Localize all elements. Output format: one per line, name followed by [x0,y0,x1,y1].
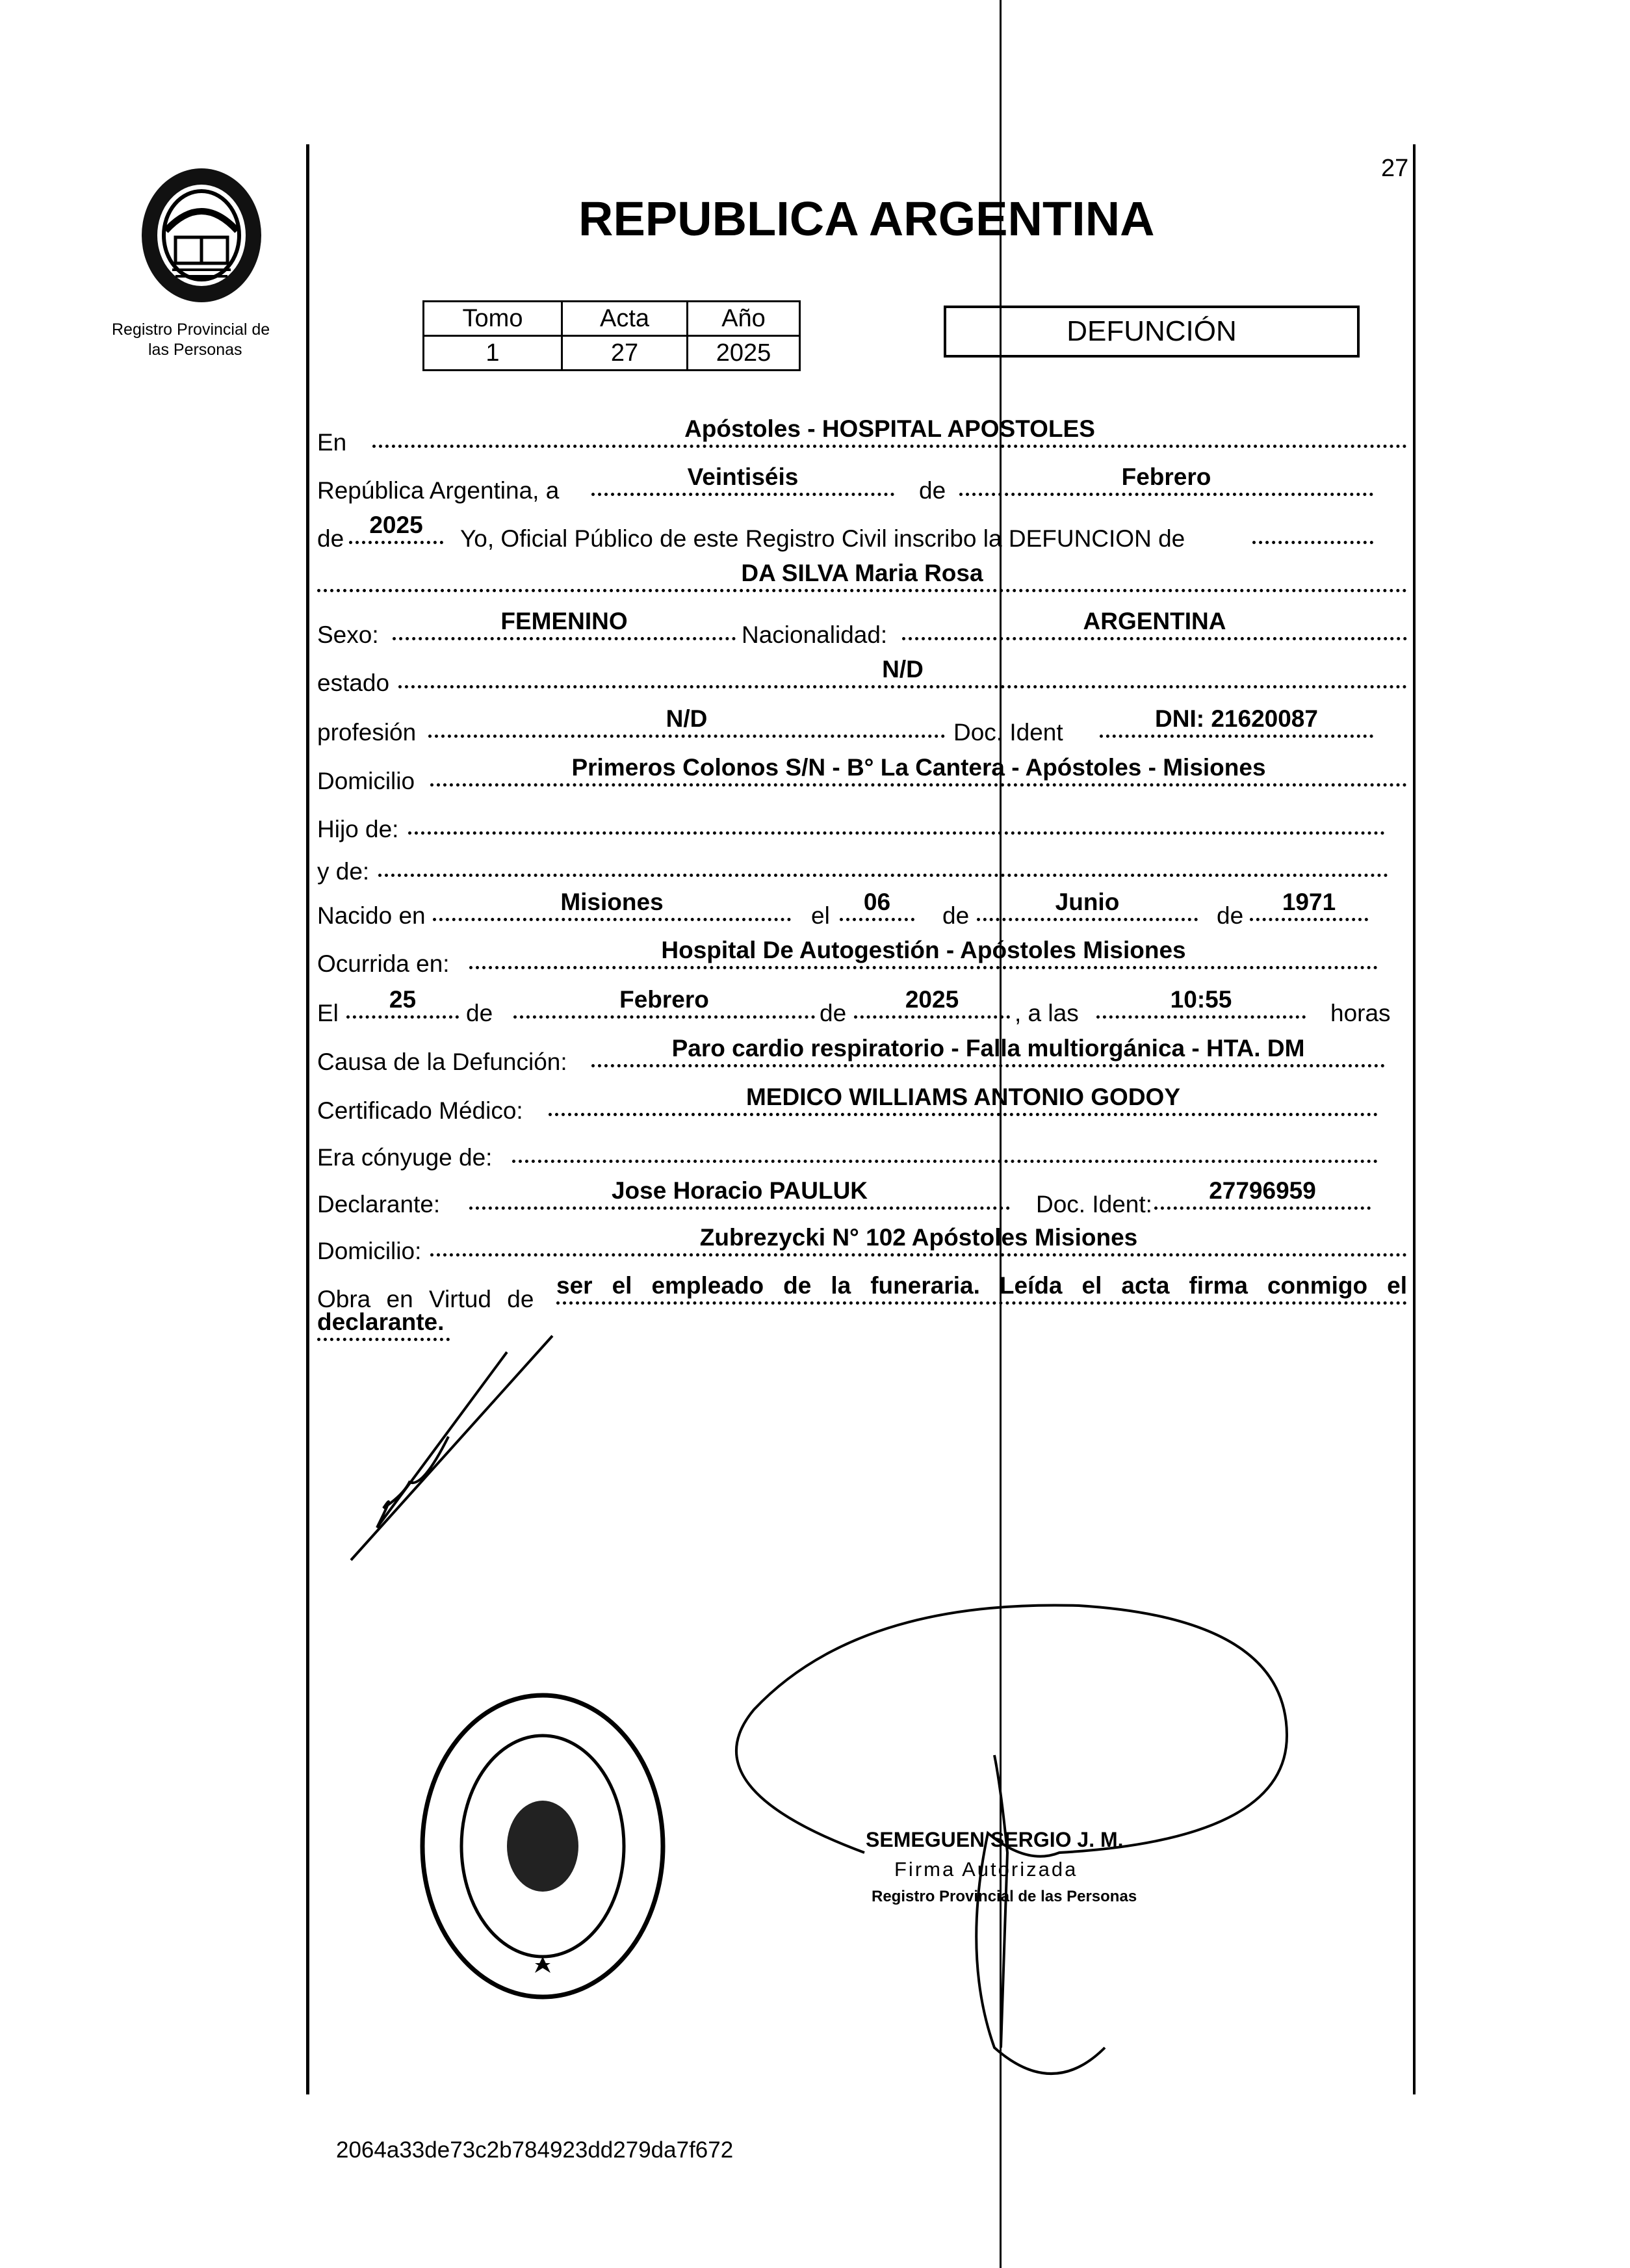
en-label: En [317,429,347,456]
record-type-box: DEFUNCIÓN [944,306,1360,358]
nacionalidad-value: ARGENTINA [902,608,1407,640]
year-value: 2025 [349,512,443,544]
value-anio: 2025 [688,336,800,371]
obra-value-cont: declarante. [317,1309,450,1341]
record-table [422,300,801,371]
de2-label: de [1217,902,1244,929]
profesion-value: N/D [428,706,945,738]
month-value: Febrero [959,464,1373,496]
birth-day: 06 [840,889,914,921]
en-value: Apóstoles - HOSPITAL APOSTOLES [372,416,1407,448]
conyuge-label: Era cónyuge de: [317,1144,493,1171]
conyuge-value [512,1131,1378,1163]
hijo-value [408,803,1385,835]
death-month: Febrero [513,987,815,1019]
oficial-blank [1252,512,1373,544]
header-acta: Acta [562,302,688,336]
nacido-value: Misiones [433,889,791,921]
horas-label: horas [1330,1000,1391,1026]
de4-label: de [820,1000,847,1026]
hijo-label: Hijo de: [317,816,399,842]
death-day: 25 [346,987,459,1019]
authority-role: Firma Autorizada [894,1858,1078,1881]
estado-label: estado [317,670,390,696]
logo-caption-line1: Registro Provincial de [112,320,270,339]
certificado-label: Certificado Médico: [317,1097,523,1124]
decl-doc-label: Doc. Ident: [1036,1191,1152,1218]
birth-month: Junio [977,889,1198,921]
official-seal [416,1690,669,2002]
nacionalidad-label: Nacionalidad: [742,621,888,648]
header-tomo: Tomo [424,302,562,336]
de3-label: de [466,1000,493,1026]
de1-label: de [942,902,970,929]
header-anio: Año [688,302,800,336]
sexo-label: Sexo: [317,621,379,648]
authority-signature [715,1593,1300,2113]
birth-year: 1971 [1250,889,1368,921]
authority-name: SEMEGUEN SERGIO J. M. [866,1828,1124,1851]
obra-label: Obra en Virtud de [317,1286,534,1312]
death-year: 2025 [854,987,1010,1019]
certificado-value: MEDICO WILLIAMS ANTONIO GODOY [549,1084,1378,1116]
sexo-value: FEMENINO [393,608,736,640]
declarante-label: Declarante: [317,1191,441,1218]
oficial-text: Yo, Oficial Público de este Registro Civil inscribo la DEFUNCION de [460,525,1185,552]
domicilio-label: Domicilio [317,768,415,794]
el2-label: El [317,1000,339,1026]
nacido-label: Nacido en [317,902,426,929]
yde-value [378,845,1388,877]
de-label: de [919,477,946,504]
estado-value: N/D [398,657,1407,688]
causa-value: Paro cardio respiratorio - Falla multiorgánica - HTA. DM [591,1036,1385,1067]
page-number: 27 [1381,155,1409,182]
page-title: REPUBLICA ARGENTINA [578,192,1155,246]
left-border [306,144,309,2094]
day-value: Veintiséis [591,464,894,496]
value-tomo: 1 [424,336,562,371]
authority-org: Registro Provincial de las Personas [872,1888,1137,1905]
year-prefix: de [317,525,344,552]
death-time: 10:55 [1096,987,1306,1019]
profesion-label: profesión [317,719,417,746]
yde-label: y de: [317,858,370,885]
ocurrida-label: Ocurrida en: [317,950,450,977]
document-hash: 2064a33de73c2b784923dd279da7f672 [336,2137,734,2163]
domicilio-value: Primeros Colonos S/N - B° La Cantera - Apóstoles - Misiones [430,755,1407,787]
causa-label: Causa de la Defunción: [317,1049,567,1075]
decl-doc-value: 27796959 [1154,1178,1371,1210]
el-label: el [811,902,830,929]
deceased-name: DA SILVA Maria Rosa [317,560,1407,592]
right-border [1413,144,1416,2094]
ocurrida-value: Hospital De Autogestión - Apóstoles Misiones [469,937,1378,969]
republica-label: República Argentina, a [317,477,560,504]
obra-value: ser el empleado de la funeraria. Leída el acta firma conmigo el [556,1273,1407,1305]
alas-label: , a las [1015,1000,1079,1026]
registry-logo [136,166,266,306]
decl-domicilio-value: Zubrezycki N° 102 Apóstoles Misiones [430,1225,1407,1257]
decl-domicilio-label: Domicilio: [317,1238,422,1264]
doc-value: DNI: 21620087 [1100,706,1373,738]
declarant-signature [338,1333,559,1567]
value-acta: 27 [562,336,688,371]
doc-label: Doc. Ident [953,719,1063,746]
declarante-value: Jose Horacio PAULUK [469,1178,1010,1210]
logo-caption-line2: las Personas [148,341,242,359]
